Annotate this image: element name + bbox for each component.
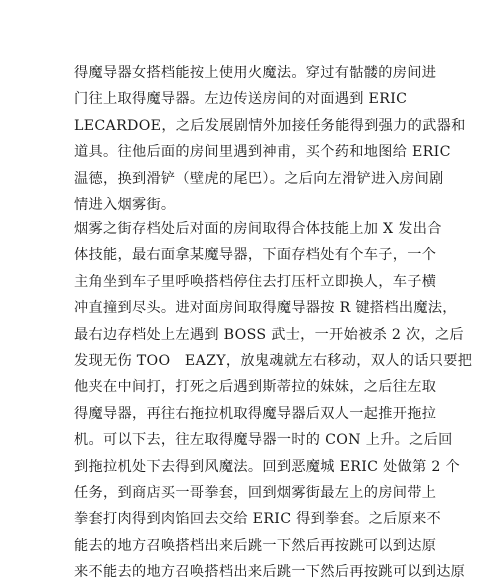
text-line: 到拖拉机处下去得到风魔法。回到恶魔城 ERIC 处做第 2 个 (74, 458, 460, 475)
text-line: 最右边存档处上左遇到 BOSS 武士，一开始被杀 2 次，之后 (74, 326, 465, 343)
text-line: 门往上取得魔导器。左边传送房间的对面遇到 ERIC (74, 91, 408, 108)
text-line: LECARDOE，之后发展剧情外加接任务能得到强力的武器和 (74, 117, 466, 134)
text-line: 能去的地方召唤搭档出来后跳一下然后再按跳可以到达原 (74, 537, 437, 554)
paragraph-1 (74, 60, 466, 218)
paragraph-2 (74, 216, 473, 581)
text-line: 得魔导器，再往右拖拉机取得魔导器后双人一起推开拖拉 (74, 405, 437, 422)
text-line: 体技能，最右面拿某魔导器，下面存档处有个车子，一个 (74, 247, 437, 264)
text-line: 烟雾之街存档处后对面的房间取得合体技能上加 X 发出合 (74, 221, 442, 237)
text-line: 发现无伤 TOO EAZY，放鬼魂就左右移动，双人的话只要把 (74, 352, 473, 369)
text-line: 主角坐到车子里呼唤搭档停住去打压杆立即换人，车子横 (74, 273, 437, 290)
text-line: 道具。往他后面的房间里遇到神甫，买个药和地图给 ERIC (74, 144, 451, 161)
text-line: 情进入烟雾街。 (74, 196, 176, 213)
text-line: 温德，换到滑铲（壁虎的尾巴）。之后向左滑铲进入房间剧 (74, 170, 444, 187)
text-line: 机。可以下去，往左取得魔导器一时的 CON 上升。之后回 (74, 432, 453, 449)
text-line: 任务，到商店买一哥拳套，回到烟雾街最左上的房间带上 (74, 484, 437, 501)
text-line-cut-off: 来不能去的地方召唤搭档出来后跳一下然后再按跳可以到达原 (74, 564, 466, 581)
text-line: 拳套打肉得到肉馅回去交给 ERIC 得到拳套。之后原来不 (74, 511, 442, 528)
text-line: 冲直撞到尽头。进对面房间取得魔导器按 R 键搭档出魔法， (74, 300, 457, 317)
text-line: 得魔导器女搭档能按上使用火魔法。穿过有骷髅的房间进 (74, 65, 437, 81)
text-line: 他夹在中间打，打死之后遇到斯蒂拉的妹妹，之后往左取 (74, 379, 437, 396)
